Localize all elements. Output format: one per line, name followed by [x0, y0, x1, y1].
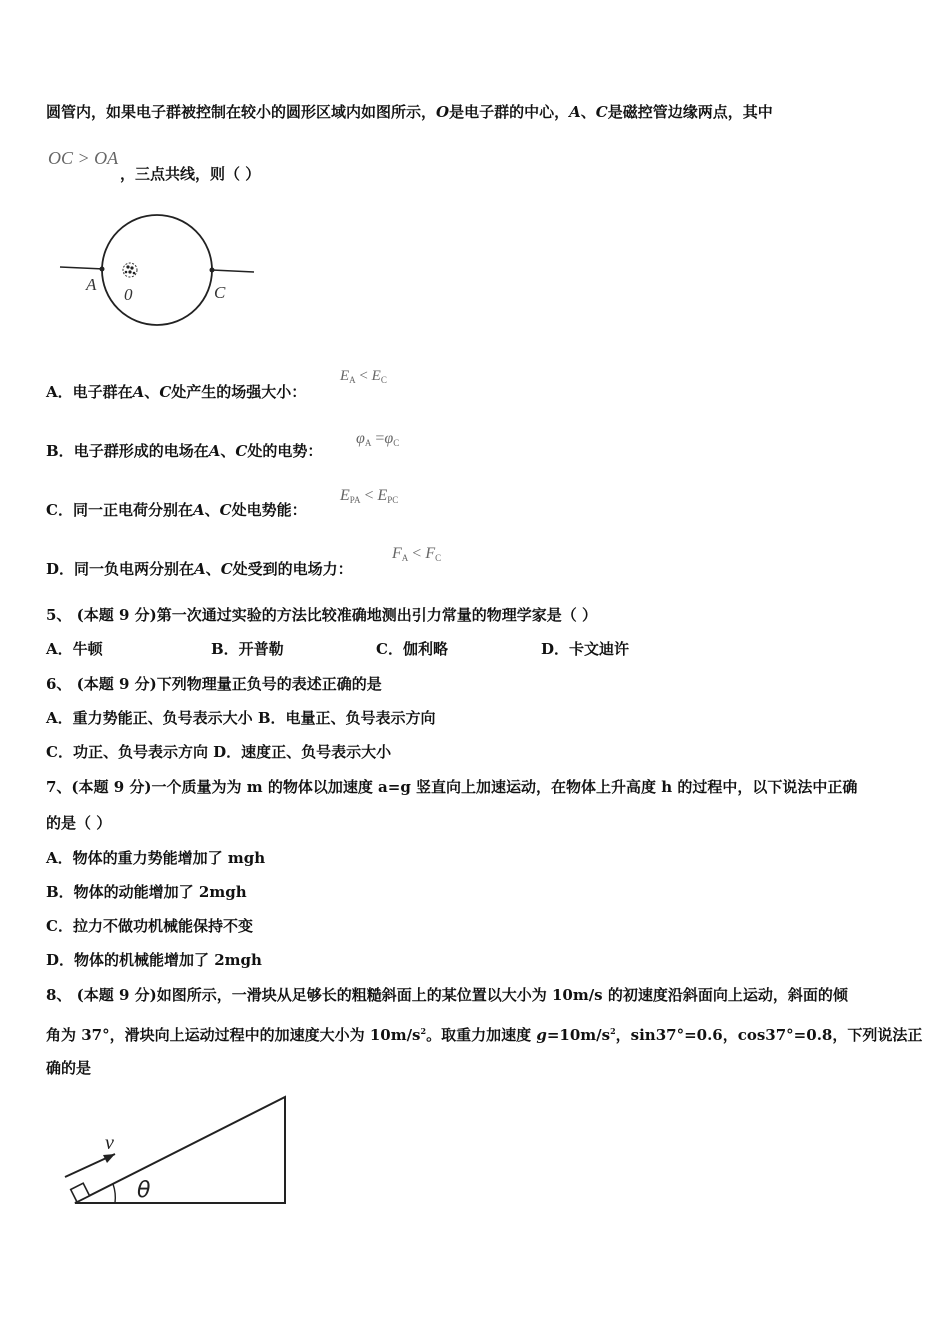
q7-option-c[interactable]: C．拉力不做功机械能保持不变 [46, 917, 253, 935]
incline-figure [55, 1085, 315, 1215]
slider-block [71, 1183, 90, 1202]
q4-option-a[interactable]: A．电子群在A、C处产生的场强大小： [46, 383, 307, 401]
q5-stem: 5、 (本题 9 分)第一次通过实验的方法比较准确地测出引力常量的物理学家是（ ） [46, 606, 597, 624]
q4-stem-line1: 圆管内，如果电子群被控制在较小的圆形区域内如图所示，O是电子群的中心，A、C是磁控管边缘两点，其中 [46, 103, 773, 121]
point-C-label: C [595, 103, 608, 121]
q4-option-a-math: $E_A < E_C$ [340, 368, 387, 385]
q5-option-c[interactable]: C．伽利略 [376, 640, 448, 658]
q6-options-row1[interactable]: A．重力势能正、负号表示大小 B．电量正、负号表示方向 [46, 709, 436, 727]
q4-option-c[interactable]: C．同一正电荷分别在A、C处电势能： [46, 501, 307, 519]
point-A-label: A [569, 103, 581, 121]
q5-option-d[interactable]: D．卡文迪许 [541, 640, 630, 658]
q4-option-c-math: $E_{PA} < E_{PC}$ [340, 487, 399, 505]
q4-option-d[interactable]: D．同一负电两分别在A、C处受到的电场力： [46, 560, 353, 578]
q5-option-a[interactable]: A．牛顿 [46, 640, 103, 658]
fig-label-A: A [86, 275, 97, 294]
q4-option-b[interactable]: B．电子群形成的电场在A、C处的电势： [46, 442, 323, 460]
q7-stem-line1: 7、(本题 9 分)一个质量为为 m 的物体以加速度 a=g 竖直向上加速运动，在物体上升高度 h 的过程中，以下说法中正确 [46, 778, 858, 796]
q5-options [46, 639, 629, 659]
q7-option-a[interactable]: A．物体的重力势能增加了 mgh [46, 849, 266, 867]
electron-cluster [123, 263, 137, 277]
q4-option-b-math: $\varphi_A =\varphi_C$ [356, 430, 400, 448]
fig-label-O: 0 [124, 285, 133, 304]
q4-condition-math: OC > OA [48, 148, 119, 168]
q8-stem-line3: 确的是 [46, 1059, 92, 1077]
q5-option-b[interactable]: B．开普勒 [211, 640, 284, 658]
fig-label-C: C [214, 283, 226, 302]
point-O-label: O [436, 103, 450, 121]
q7-option-b[interactable]: B．物体的动能增加了 2mgh [46, 883, 247, 901]
q7-stem-line2: 的是（ ） [46, 814, 112, 832]
q8-stem-line1: 8、 (本题 9 分)如图所示，一滑块从足够长的粗糙斜面上的某位置以大小为 10m/s 的初速度沿斜面向上运动，斜面的倾 [46, 986, 848, 1004]
fig-label-v: v [105, 1132, 114, 1154]
q4-option-d-math: $F_A < F_C$ [392, 545, 442, 563]
q4-stem-line2: ，三点共线，则（ ） [120, 165, 261, 183]
q6-options-row2[interactable]: C．功正、负号表示方向 D．速度正、负号表示大小 [46, 743, 392, 761]
magnetron-figure [50, 200, 280, 350]
q8-stem-line2: 角为 37°，滑块向上运动过程中的加速度大小为 $10m/s^2$。取重力加速度 $g=10m/s^2$，sin37°=0.6，cos37°=0.8，下列说法正 [46, 1026, 923, 1044]
q7-option-d[interactable]: D．物体的机械能增加了 2mgh [46, 951, 262, 969]
q6-stem: 6、 (本题 9 分)下列物理量正负号的表述正确的是 [46, 675, 382, 693]
fig-label-theta: θ [137, 1178, 151, 1203]
